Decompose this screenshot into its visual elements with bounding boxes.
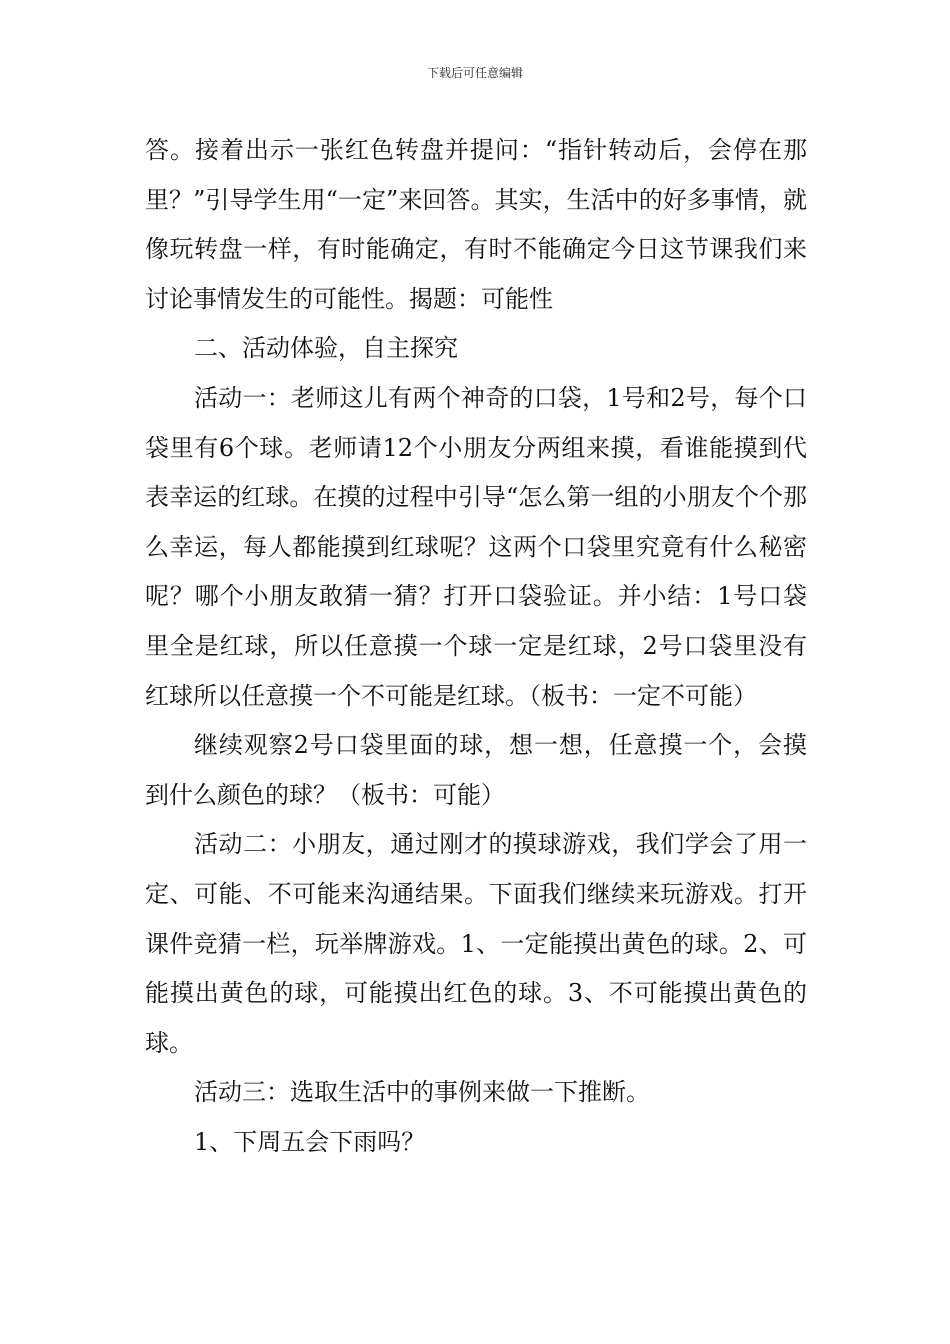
page-header: 下载后可任意编辑 xyxy=(426,66,523,80)
paragraph-observe-bag-two: 继续观察2号口袋里面的球，想一想，任意摸一个，会摸到什么颜色的球？（板书：可能） xyxy=(145,731,807,809)
paragraph-question-one: 1、下周五会下雨吗？ xyxy=(194,1127,426,1156)
paragraph-activity-one: 活动一：老师这儿有两个神奇的口袋，1号和2号，每个口袋里有6个球。老师请12个小朋友分两组来摸，看谁能摸到代表幸运的红球。在摸的过程中引导“怎么第一组的小朋友个个那么幸运，每人都能摸到红球呢？这两个口袋里究竟有什么秘密呢？哪个小朋友敢猜一猜？打开口袋验证。并小结：1号口袋里全是红球，所以任意摸一个球一定是红球，2号口袋里没有红球所以任意摸一个不可能是红球。（板书：一定不可能） xyxy=(145,383,807,710)
document-body xyxy=(145,126,807,1167)
paragraph-intro-continued: 答。接着出示一张红色转盘并提问：“指针转动后，会停在那里？”引导学生用“一定”来回答。其实，生活中的好多事情，就像玩转盘一样，有时能确定，有时不能确定今日这节课我们来讨论事情发生的可能性。揭题：可能性 xyxy=(145,136,807,313)
section-heading-activity-exploration: 二、活动体验，自主探究 xyxy=(194,334,458,363)
paragraph-activity-two: 活动二：小朋友，通过刚才的摸球游戏，我们学会了用一定、可能、不可能来沟通结果。下面我们继续来玩游戏。打开课件竞猜一栏，玩举牌游戏。1、一定能摸出黄色的球。2、可能摸出黄色的球，可能摸出红色的球。3、不可能摸出黄色的球。 xyxy=(145,830,807,1057)
paragraph-activity-three: 活动三：选取生活中的事例来做一下推断。 xyxy=(194,1078,650,1107)
